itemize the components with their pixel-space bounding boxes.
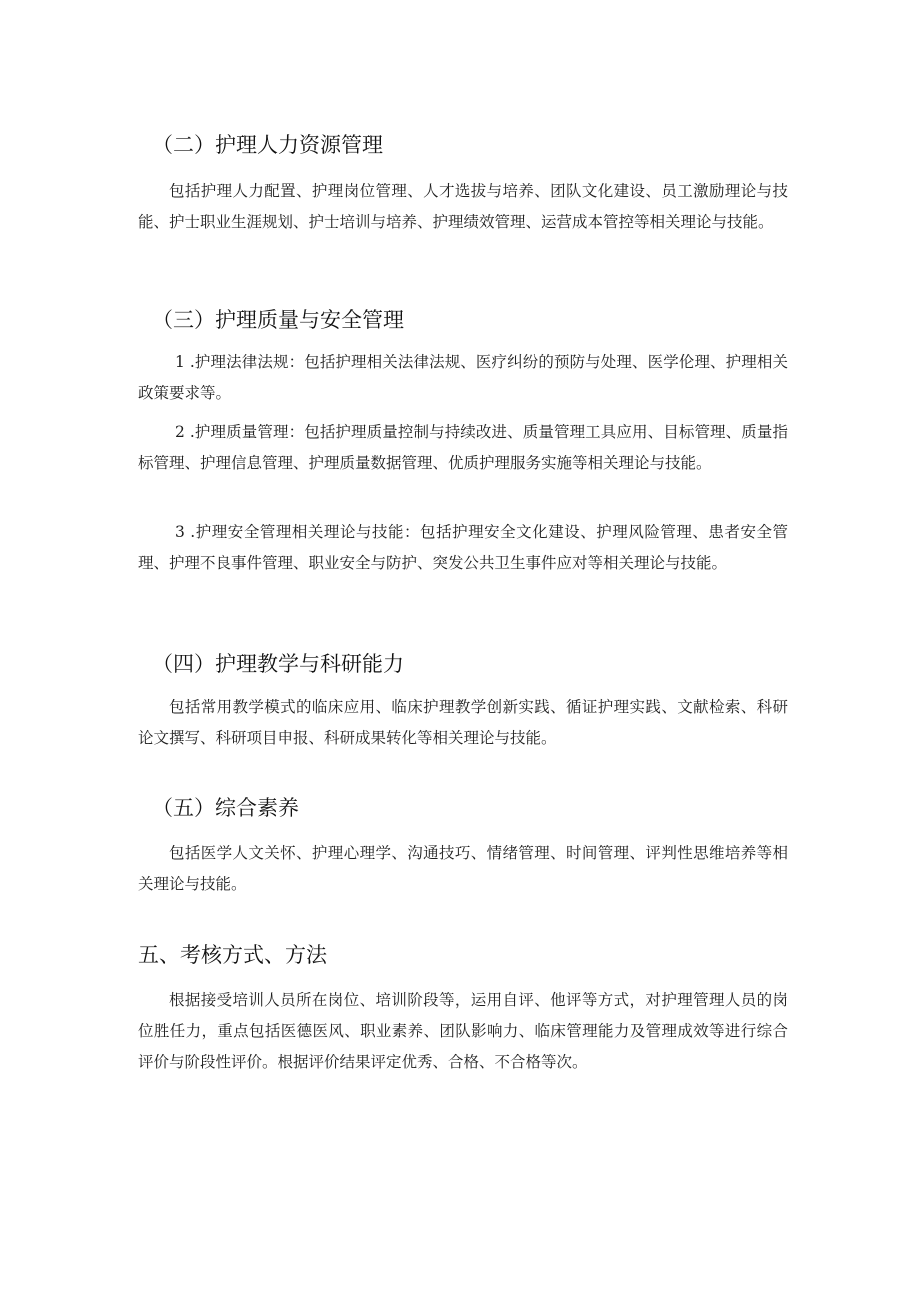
section-assessment-paragraph: 根据接受培训人员所在岗位、培训阶段等，运用自评、他评等方式，对护理管理人员的岗位胜任力，重点包括医德医风、职业素养、团队影响力、临床管理能力及管理成效等进行综合评价与阶段性评价。根据评价结果评定优秀、合格、不合格等次。: [138, 991, 788, 1071]
section-heading-assessment: 五、考核方式、方法: [138, 943, 327, 967]
section-heading-san: （三）护理质量与安全管理: [152, 308, 404, 332]
section-san-item-2: 2 .护理质量管理：包括护理质量控制与持续改进、质量管理工具应用、目标管理、质量指标管理、护理信息管理、护理质量数据管理、优质护理服务实施等相关理论与技能。: [138, 423, 788, 472]
section-er-paragraph: 包括护理人力配置、护理岗位管理、人才选拔与培养、团队文化建设、员工激励理论与技能、护士职业生涯规划、护士培训与培养、护理绩效管理、运营成本管控等相关理论与技能。: [138, 182, 788, 231]
section-san-item-3: 3 .护理安全管理相关理论与技能：包括护理安全文化建设、护理风险管理、患者安全管理、护理不良事件管理、职业安全与防护、突发公共卫生事件应对等相关理论与技能。: [138, 523, 788, 572]
section-si-paragraph: 包括常用教学模式的临床应用、临床护理教学创新实践、循证护理实践、文献检索、科研论文撰写、科研项目申报、科研成果转化等相关理论与技能。: [138, 698, 788, 747]
section-heading-wu: （五）综合素养: [152, 796, 299, 820]
section-wu-paragraph: 包括医学人文关怀、护理心理学、沟通技巧、情绪管理、时间管理、评判性思维培养等相关理论与技能。: [138, 844, 788, 893]
section-heading-er: （二）护理人力资源管理: [152, 133, 383, 157]
section-san-item-1: 1 .护理法律法规：包括护理相关法律法规、医疗纠纷的预防与处理、医学伦理、护理相关政策要求等。: [138, 353, 788, 402]
section-heading-si: （四）护理教学与科研能力: [152, 652, 404, 676]
